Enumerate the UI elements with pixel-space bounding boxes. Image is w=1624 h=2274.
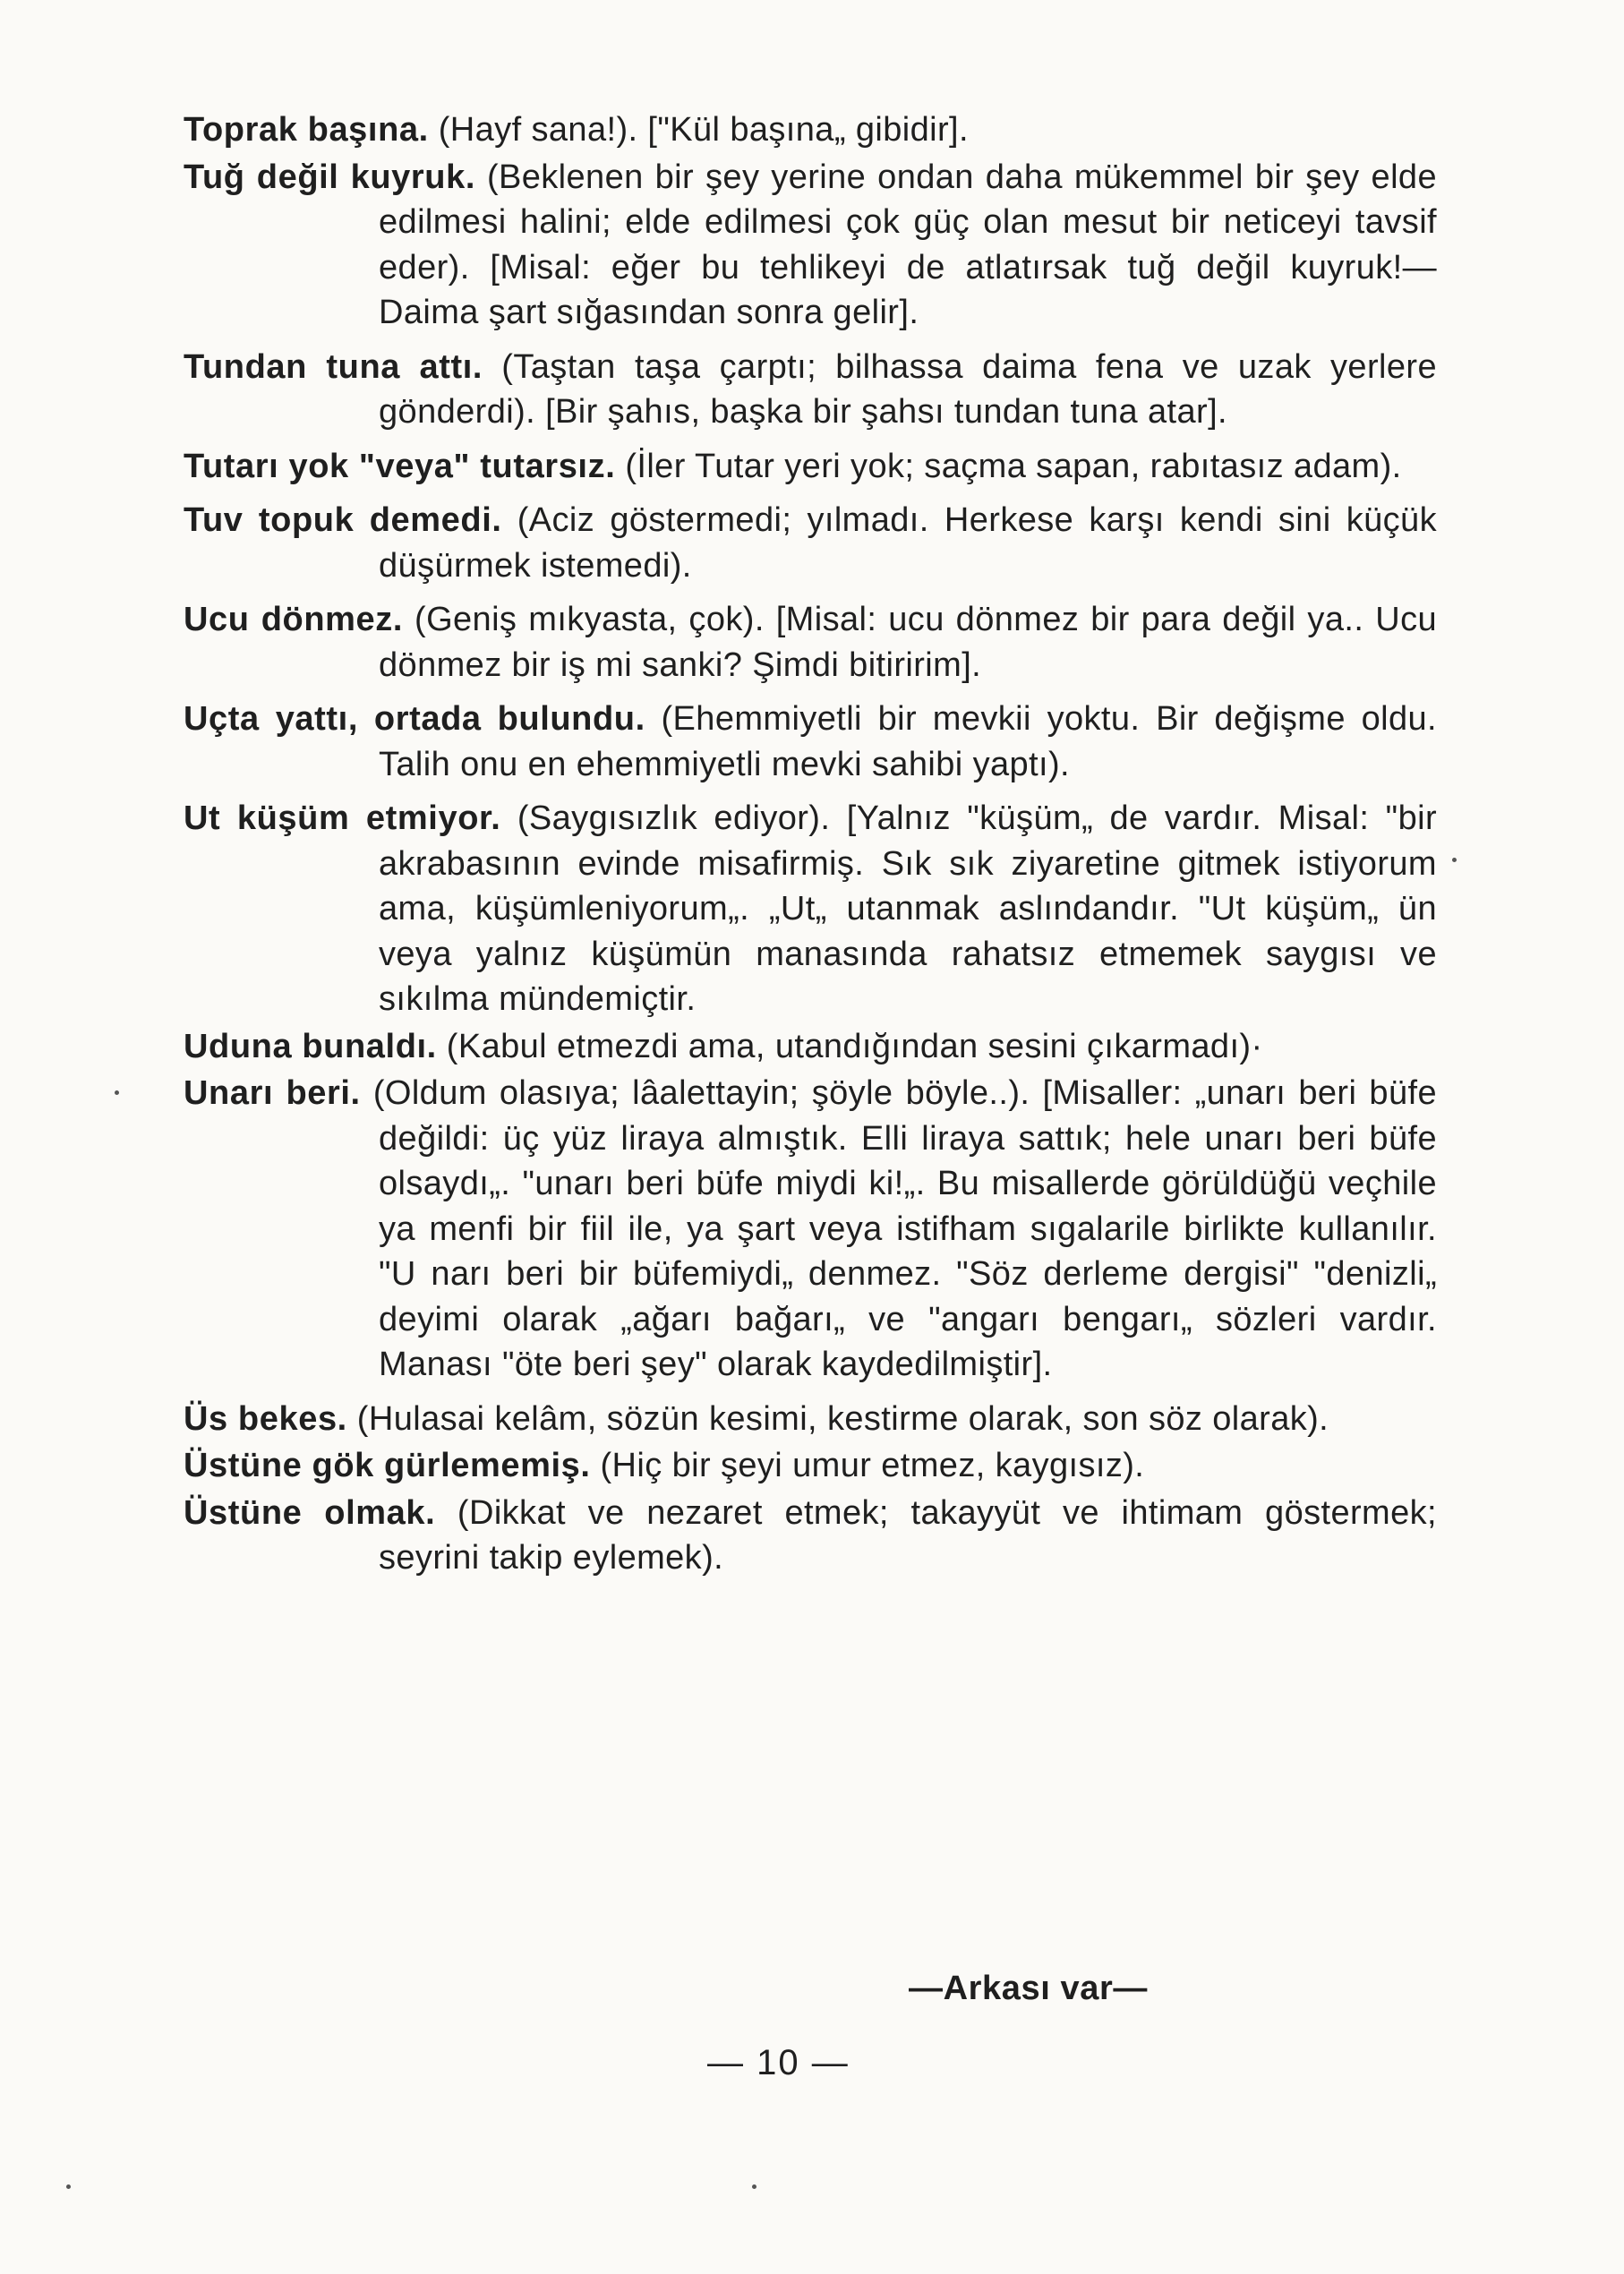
entry-body: (Geniş mıkyasta, çok). [Misal: ucu dönmez bir para değil ya.. Ucu dönmez bir iş mi sanki? Şimdi bitiririm]. <box>379 601 1438 684</box>
entry-body: (Hayf sana!). ["Kül başına„ gibidir]. <box>428 111 969 149</box>
entry-tundan-tuna-atti <box>184 345 1437 435</box>
entry-body: (İler Tutar yeri yok; saçma sapan, rabıtasız adam). <box>615 447 1402 485</box>
entry-ucu-donmez <box>184 597 1437 688</box>
entry-tutari-yok <box>184 444 1437 490</box>
dictionary-entries <box>184 107 1437 1583</box>
entry-body: (Oldum olasıya; lâalettayin; şöyle böyle..). [Misaller: „unarı beri büfe değildi: üç yüz liraya almıştık. Elli liraya sattık; hele unarı beri büfe olsaydı„. "unarı beri büfe miydi ki!„. Bu misallerde görüldüğü veçhile ya menfi bir fiil ile, ya şart veya istifham sıgalarile birlikte kullanılır. "U narı beri bir büfemiydi„ denmez. "Söz derleme dergisi" "denizli„ deyimi olarak „ağarı bağarı„ ve "angarı bengarı„ sözleri vardır. Manası "öte beri şey" olarak kaydedilmiştir]. <box>360 1074 1437 1383</box>
entry-head: Tuğ değil kuyruk. <box>184 158 475 196</box>
scan-speck <box>1452 858 1457 862</box>
entry-uduna-bunaldi <box>184 1024 1437 1070</box>
scan-speck <box>752 2184 756 2189</box>
entry-body: (Hulasai kelâm, sözün kesimi, kestirme olarak, son söz olarak). <box>346 1399 1329 1438</box>
entry-head: Tundan tuna attı. <box>184 347 483 386</box>
entry-body: (Taştan taşa çarptı; bilhassa daima fena ve uzak yerlere gönderdi). [Bir şahıs, başka bir şahsı tundan tuna atar]. <box>379 347 1437 431</box>
scan-speck <box>66 2184 71 2189</box>
entry-toprak-basina <box>184 107 1437 153</box>
entry-body: (Saygısızlık ediyor). [Yalnız "küşüm„ de vardır. Misal: "bir akrabasının evinde misafirmiş. Sık sık ziyaretine gitmek istiyorum ama, küşümleniyorum„. „Ut„ utanmak aslındandır. "Ut küşüm„ ün veya yalnız küşümün manasında rahatsız etmemek saygısı ve sıkılma mündemiçtir. <box>379 799 1438 1018</box>
entry-head: Üstüne gök gürlememiş. <box>184 1447 591 1484</box>
entry-head: Tuv topuk demedi. <box>184 501 502 539</box>
entry-body: (Aciz göstermedi; yılmadı. Herkese karşı kendi sini küçük düşürmek istemedi). <box>379 501 1437 585</box>
continued-note: —Arkası var— <box>909 1970 1149 2007</box>
entry-body: (Dikkat ve nezaret etmek; takayyüt ve ihtimam göstermek; seyrini takip eylemek). <box>379 1493 1437 1577</box>
entry-tug-degil-kuyruk <box>184 155 1437 336</box>
entry-tuv-topuk-demedi <box>184 498 1437 588</box>
scan-speck <box>115 1090 119 1095</box>
entry-us-bekes <box>184 1397 1437 1442</box>
entry-head: Toprak başına. <box>184 111 429 149</box>
entry-body: (Hiç bir şeyi umur etmez, kaygısız). <box>590 1447 1145 1484</box>
entry-body: (Ehemmiyetli bir mevkii yoktu. Bir değişme oldu. Talih onu en ehemmiyetli mevki sahibi yaptı). <box>379 700 1437 783</box>
entry-head: Üs bekes. <box>184 1399 347 1438</box>
entry-head: Ucu dönmez. <box>184 601 404 638</box>
entry-head: Uduna bunaldı. <box>184 1027 437 1065</box>
entry-body: (Beklenen bir şey yerine ondan daha mükemmel bir şey elde edilmesi halini; elde edilmesi çok güç olan mesut bir neticeyi tavsif eder). [Misal: eğer bu tehlikeyi de atlatırsak tuğ değil kuyruk!— Daima şart sığasından sonra gelir]. <box>379 158 1437 331</box>
entry-ut-kusum-etmiyor <box>184 796 1437 1022</box>
entry-head: Ut küşüm etmiyor. <box>184 799 501 837</box>
entry-head: Tutarı yok "veya" tutarsız. <box>184 447 616 485</box>
entry-head: Üstüne olmak. <box>184 1493 436 1532</box>
page-number: — 10 — <box>707 2043 850 2082</box>
entry-ustune-gok-gurlememis <box>184 1443 1437 1489</box>
entry-head: Uçta yattı, ortada bulundu. <box>184 700 645 738</box>
entry-ucta-yatti <box>184 697 1437 787</box>
entry-head: Unarı beri. <box>184 1074 361 1112</box>
entry-body: (Kabul etmezdi ama, utandığından sesini çıkarmadı)· <box>436 1027 1263 1065</box>
entry-unari-beri <box>184 1071 1437 1388</box>
entry-ustune-olmak <box>184 1491 1437 1581</box>
